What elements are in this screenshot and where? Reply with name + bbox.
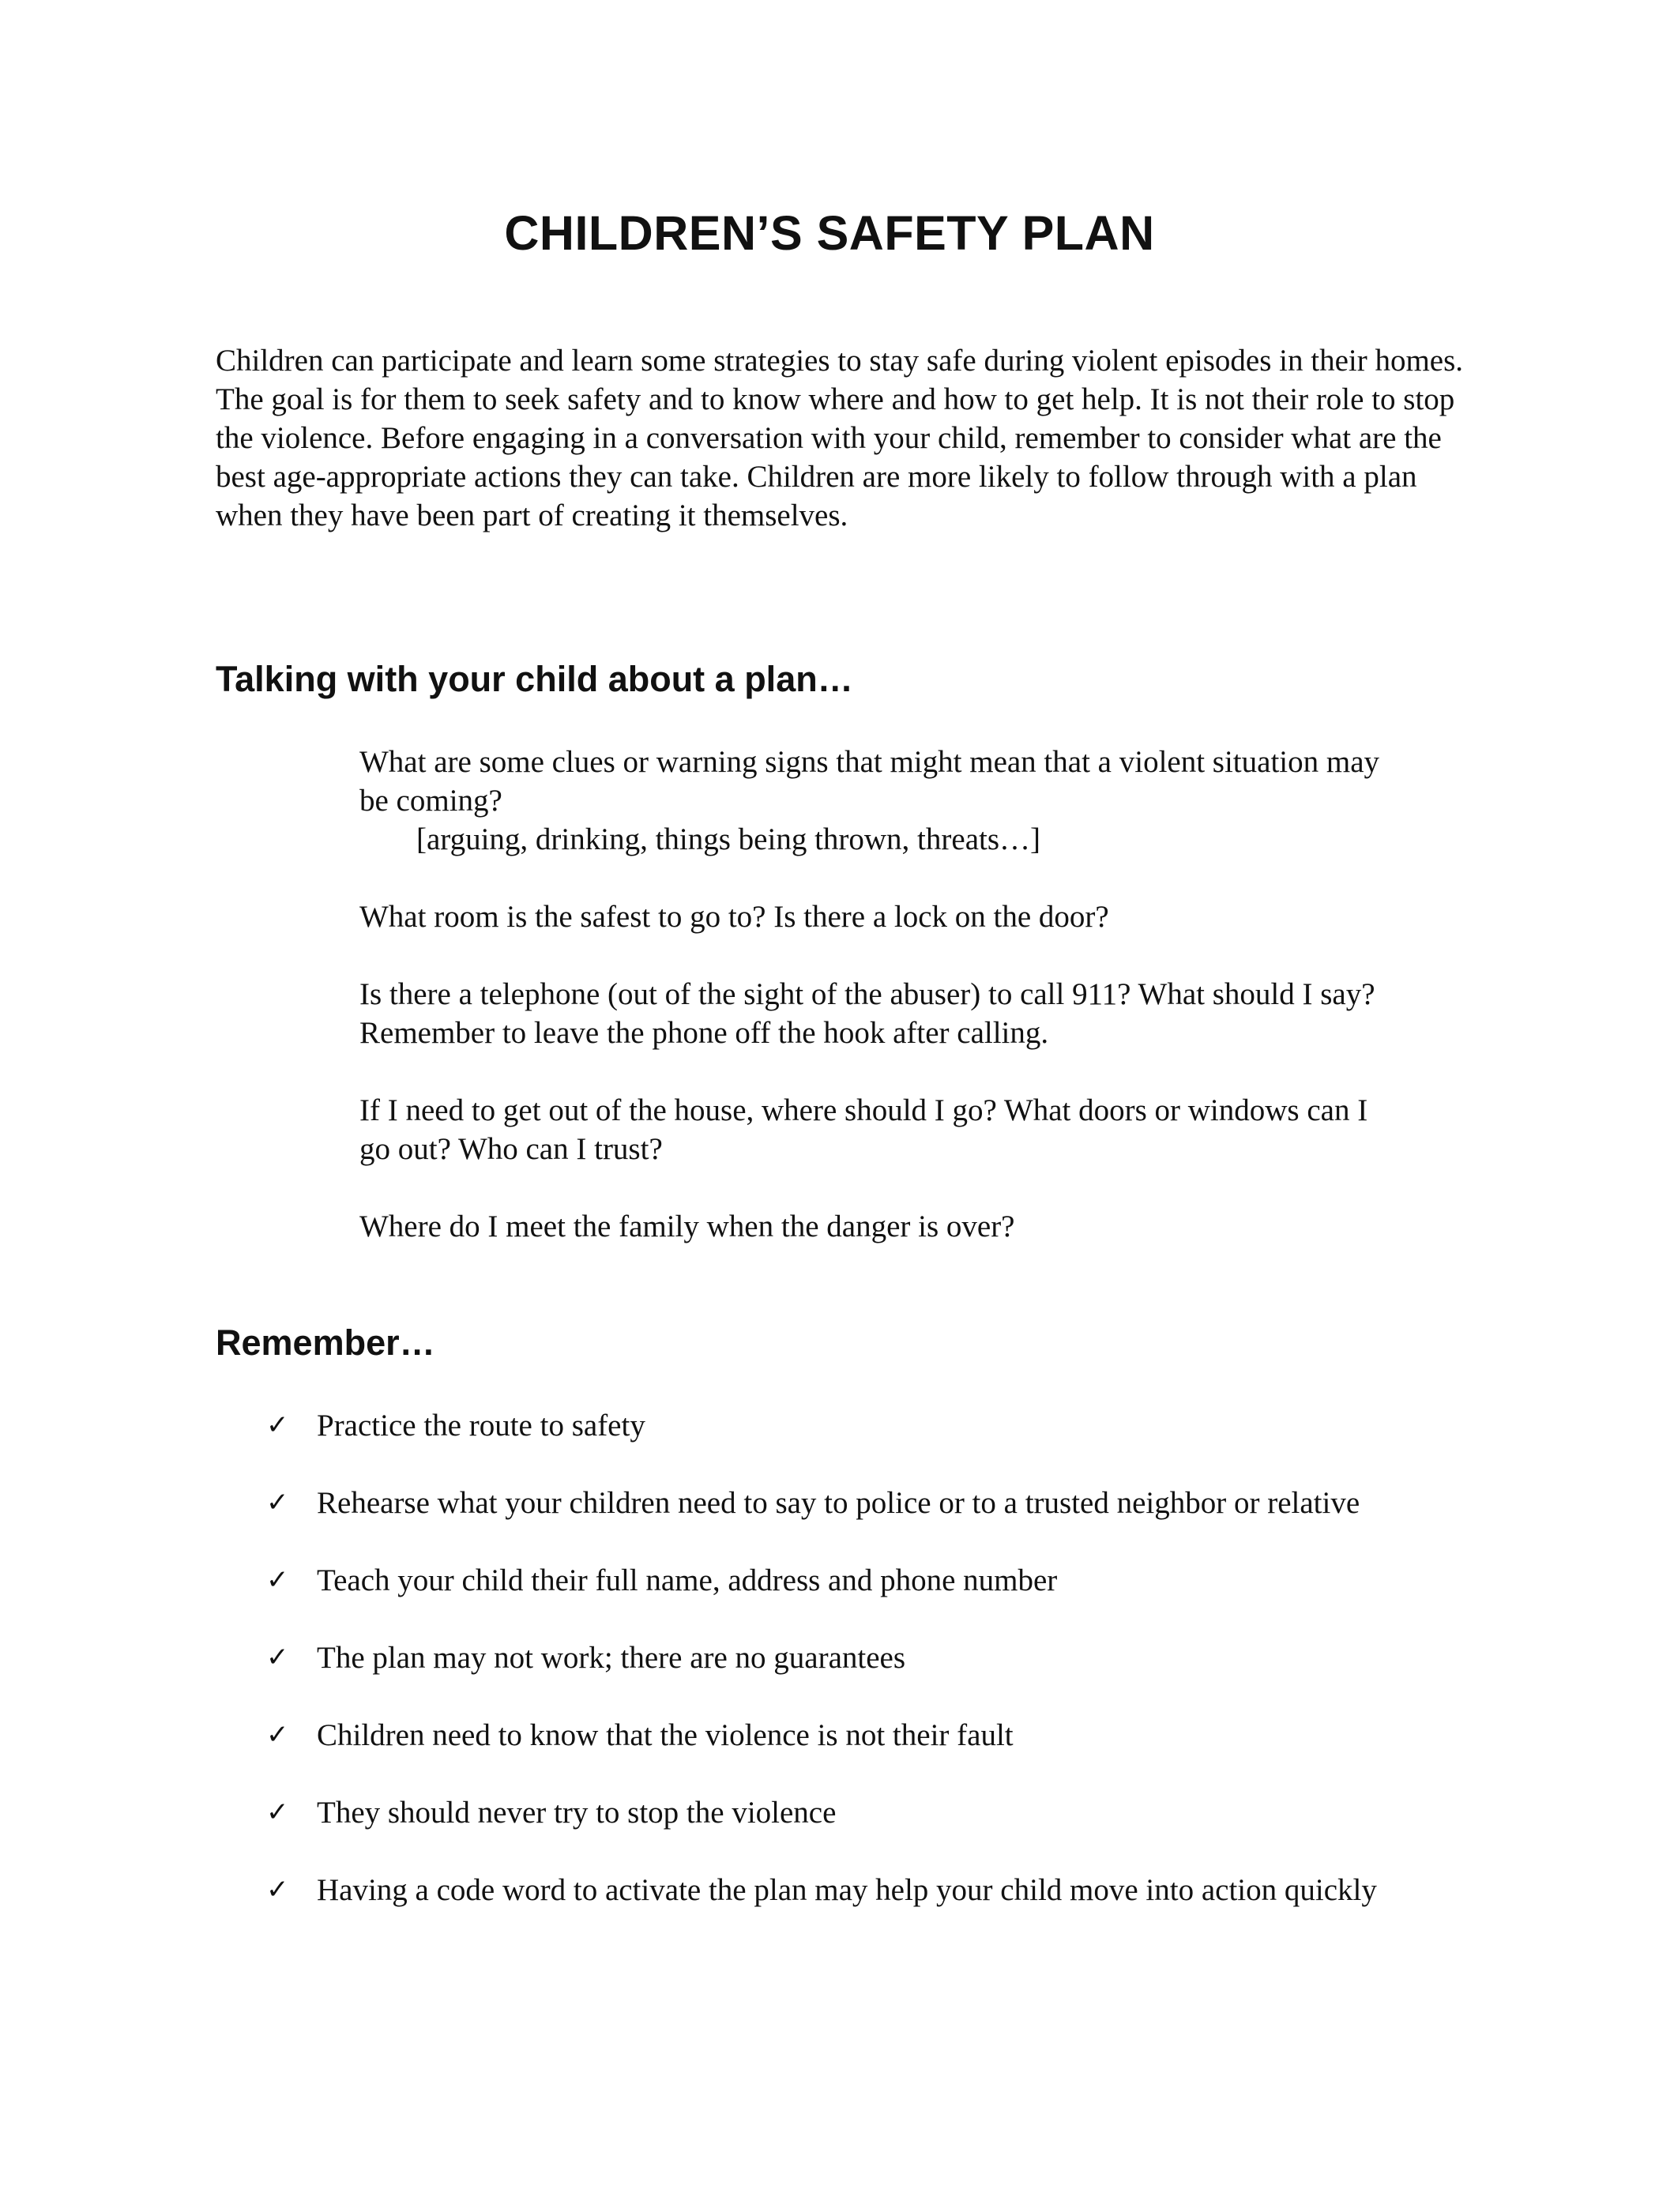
checklist-item: [266, 1871, 1435, 1909]
checklist-item-text: Rehearse what your children need to say to police or to a trusted neighbor or relative: [317, 1486, 1360, 1520]
question-text: If I need to get out of the house, where should I go? What doors or windows can I go out? Who can I trust?: [359, 1093, 1368, 1166]
document-title: CHILDREN’S SAFETY PLAN: [504, 206, 1155, 260]
checklist-item-text: Practice the route to safety: [317, 1409, 645, 1443]
checklist-item-text: The plan may not work; there are no guarantees: [317, 1641, 906, 1675]
checkmark-icon: ✓: [266, 1487, 289, 1518]
checklist-item: [266, 1406, 1435, 1445]
question-item: [359, 897, 1386, 936]
remember-section-heading: Remember…: [216, 1322, 435, 1363]
question-list: [359, 743, 1386, 1285]
question-note: [arguing, drinking, things being thrown, threats…]: [416, 822, 1040, 856]
question-text: What are some clues or warning signs that might mean that a violent situation may be coming?: [359, 745, 1380, 818]
question-text: What room is the safest to go to? Is there a lock on the door?: [359, 900, 1109, 934]
checklist-item-text: Having a code word to activate the plan may help your child move into action quickly: [317, 1873, 1377, 1907]
question-item: [359, 743, 1386, 859]
question-text: Is there a telephone (out of the sight of the abuser) to call 911? What should I say? Remember to leave the phone off the hook after calling.: [359, 977, 1375, 1050]
intro-paragraph: Children can participate and learn some strategies to stay safe during violent episodes in their homes. The goal is for them to seek safety and to know where and how to get help. It is not their role to stop the violence. Before engaging in a conversation with your child, remember to consider what are the best age-appropriate actions they can take. Children are more likely to follow through with a plan when they have been part of creating it themselves.: [216, 344, 1464, 532]
question-text: Where do I meet the family when the danger is over?: [359, 1209, 1015, 1243]
checklist-item: [266, 1793, 1435, 1832]
checkmark-icon: ✓: [266, 1719, 289, 1751]
checklist-item: [266, 1484, 1435, 1522]
checklist-item-text: They should never try to stop the violence: [317, 1796, 837, 1830]
remember-checklist: [266, 1406, 1435, 1948]
checkmark-icon: ✓: [266, 1409, 289, 1441]
talking-section-heading: Talking with your child about a plan…: [216, 659, 853, 699]
checklist-item: [266, 1638, 1435, 1677]
checkmark-icon: ✓: [266, 1796, 289, 1828]
checkmark-icon: ✓: [266, 1874, 289, 1905]
checklist-item-text: Teach your child their full name, address and phone number: [317, 1563, 1058, 1597]
checkmark-icon: ✓: [266, 1564, 289, 1596]
question-item: [359, 1207, 1386, 1246]
checkmark-icon: ✓: [266, 1642, 289, 1673]
checklist-item: [266, 1561, 1435, 1600]
checklist-item: [266, 1716, 1435, 1755]
question-item: [359, 1091, 1386, 1168]
question-item: [359, 975, 1386, 1052]
checklist-item-text: Children need to know that the violence is not their fault: [317, 1718, 1014, 1752]
